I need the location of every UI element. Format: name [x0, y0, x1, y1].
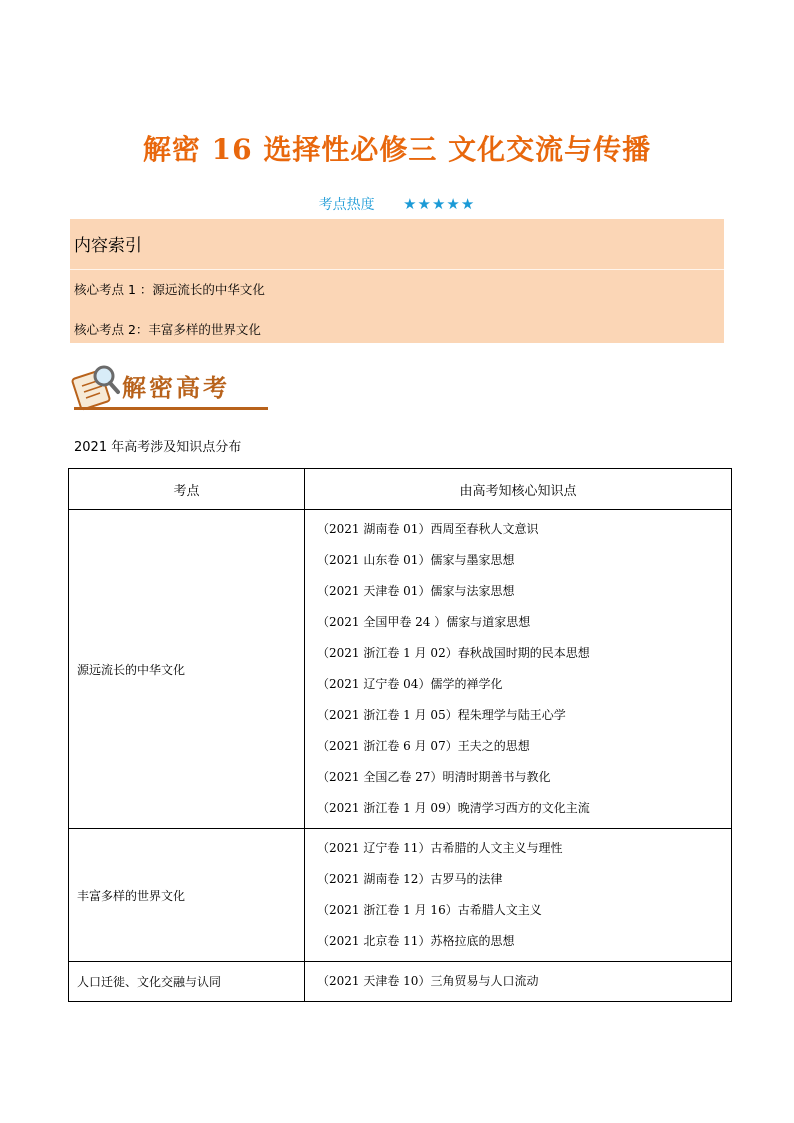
points-cell: [305, 962, 732, 1002]
knowledge-point: （2021 全国乙卷 27）明清时期善书与教化: [317, 770, 551, 784]
table-row: [69, 962, 732, 1002]
topic-cell: 丰富多样的世界文化: [69, 829, 305, 962]
index-item: 核心考点 1 ：源远流长的中华文化: [74, 282, 265, 297]
section-banner-text: 解密高考: [122, 373, 230, 402]
table-header-row: [69, 469, 732, 510]
column-header: 考点: [69, 469, 305, 510]
table-row: [69, 829, 732, 962]
points-cell: [305, 510, 732, 829]
knowledge-point: （2021 天津卷 10）三角贸易与人口流动: [317, 974, 539, 988]
index-item: 核心考点 2：丰富多样的世界文化: [74, 322, 261, 337]
knowledge-point: （2021 辽宁卷 11）古希腊的人文主义与理性: [317, 841, 563, 855]
knowledge-point: （2021 浙江卷 1 月 05）程朱理学与陆王心学: [317, 708, 566, 722]
content-index-heading: 内容索引: [74, 236, 142, 256]
knowledge-point: （2021 湖南卷 12）古罗马的法律: [317, 872, 503, 886]
knowledge-point: （2021 全国甲卷 24 ）儒家与道家思想: [317, 615, 531, 629]
knowledge-point: （2021 天津卷 01）儒家与法家思想: [317, 584, 515, 598]
knowledge-point: （2021 浙江卷 1 月 02）春秋战国时期的民本思想: [317, 646, 590, 660]
section-banner: [70, 362, 270, 414]
distribution-title: 2021 年高考涉及知识点分布: [74, 440, 242, 455]
topic-cell: 源远流长的中华文化: [69, 510, 305, 829]
knowledge-point: （2021 辽宁卷 04）儒学的禅学化: [317, 677, 503, 691]
knowledge-point: （2021 北京卷 11）苏格拉底的思想: [317, 934, 515, 948]
heat-rating: [0, 194, 794, 214]
page-title: 解密 16 选择性必修三 文化交流与传播: [142, 133, 652, 166]
column-header: 由高考知核心知识点: [305, 469, 732, 510]
banner-underline: [74, 407, 268, 410]
heat-label: 考点热度: [318, 197, 375, 213]
content-index: [70, 219, 724, 343]
star-rating-icon: ★★★★★: [403, 195, 476, 213]
points-cell: [305, 829, 732, 962]
knowledge-point: （2021 浙江卷 6 月 07）王夫之的思想: [317, 739, 530, 753]
divider: [70, 269, 724, 270]
knowledge-point: （2021 浙江卷 1 月 09）晚清学习西方的文化主流: [317, 801, 590, 815]
knowledge-point: （2021 湖南卷 01）西周至春秋人文意识: [317, 522, 539, 536]
magnifier-notepad-icon: [70, 362, 126, 412]
table-row: [69, 510, 732, 829]
topic-cell: 人口迁徙、文化交融与认同: [69, 962, 305, 1002]
knowledge-table: [68, 468, 732, 1002]
knowledge-point: （2021 浙江卷 1 月 16）古希腊人文主义: [317, 903, 542, 917]
knowledge-point: （2021 山东卷 01）儒家与墨家思想: [317, 553, 515, 567]
